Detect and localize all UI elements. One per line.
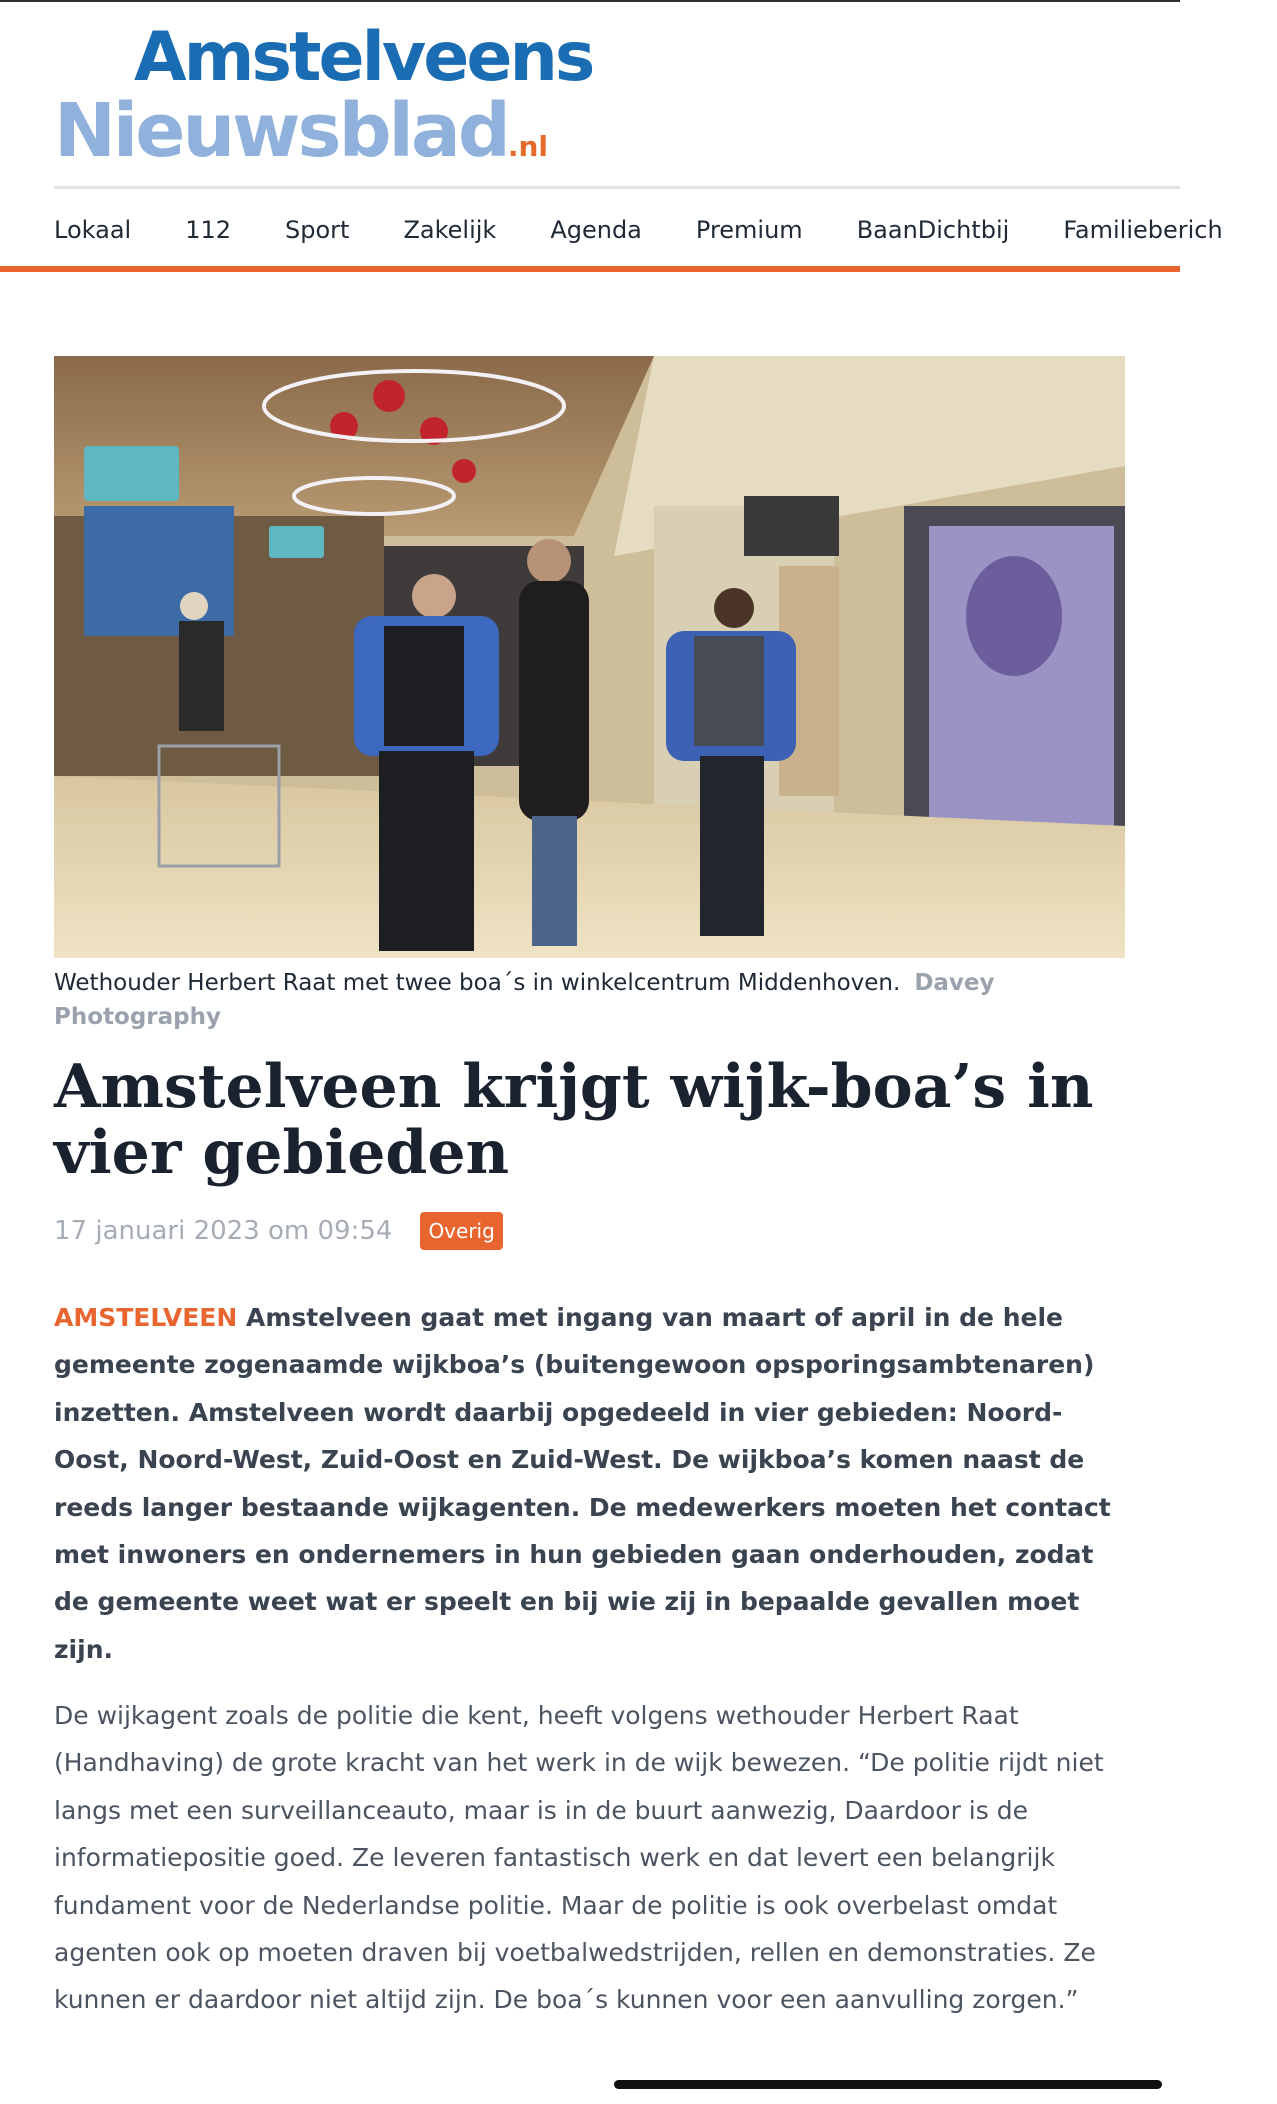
lead-text: Amstelveen gaat met ingang van maart of april in de hele gemeente zogenaamde wijkboa’s (buitengewoon opsporingsambtenaren) inzetten. Amstelveen wordt daarbij opgedeeld in vier gebieden: Noord-Oost, Noord-West, Zuid-Oost en Zuid-West. De wijkboa’s komen naast de reeds langer bestaande wijkagenten. De medewerkers moeten het contact met inwoners en ondernemers in hun gebieden gaan onderhouden, zodat de gemeente weet wat er speelt en bij wie zij in bepaalde gevallen moet zijn. — [54, 1303, 1111, 1664]
article-meta — [54, 1212, 503, 1250]
nav-item-lokaal[interactable]: Lokaal — [54, 216, 132, 244]
article-body: De wijkagent zoals de politie die kent, heeft volgens wethouder Herbert Raat (Handhaving) de grote kracht van het werk in de wijk bewezen. “De politie rijdt niet langs met een surveillanceauto, maar is in de buurt aanwezig, Daardoor is de informatiepositie goed. Ze leveren fantastisch werk en dat levert een belangrijk fundament voor de Nederlandse politie. Maar de politie is ook overbelast omdat agenten ook op moeten draven bij voetbalwedstrijden, rellen en demonstraties. Ze kunnen er daardoor niet altijd zijn. De boa´s kunnen voor een aanvulling zorgen.” — [54, 1701, 1104, 2015]
nav-item-sport[interactable]: Sport — [285, 216, 350, 244]
main-nav — [54, 210, 1277, 250]
category-badge[interactable]: Overig — [420, 1212, 502, 1250]
nav-item-familieberichten[interactable]: Familieberich — [1063, 216, 1223, 244]
logo-line2-text: Nieuwsblad — [54, 88, 508, 174]
nav-item-agenda[interactable]: Agenda — [550, 216, 642, 244]
image-caption — [54, 966, 1125, 1034]
nav-item-zakelijk[interactable]: Zakelijk — [403, 216, 497, 244]
nav-item-baandichtbij[interactable]: BaanDichtbij — [856, 216, 1010, 244]
hero-photo-icon — [54, 356, 1125, 958]
nav-item-premium[interactable]: Premium — [695, 216, 803, 244]
article-lead — [54, 1294, 1134, 1673]
hero-image[interactable] — [54, 356, 1125, 958]
photo-credit: Davey Photography — [54, 970, 995, 1030]
nav-divider — [54, 186, 1180, 189]
publish-date: 17 januari 2023 om 09:54 — [54, 1216, 393, 1246]
dateline: AMSTELVEEN — [54, 1303, 238, 1332]
logo-line1: Amstelveens — [134, 18, 593, 97]
nav-accent-bar — [0, 266, 1180, 272]
top-rule — [0, 0, 1180, 2]
home-indicator[interactable] — [614, 2080, 1162, 2089]
article-headline: Amstelveen krijgt wijk-boa’s in vier gebieden — [54, 1052, 1094, 1188]
nav-item-112[interactable]: 112 — [185, 216, 232, 244]
site-logo[interactable] — [54, 18, 593, 174]
logo-tld: .nl — [507, 130, 548, 163]
logo-line2 — [54, 88, 548, 174]
caption-text: Wethouder Herbert Raat met twee boa´s in winkelcentrum Middenhoven. — [54, 970, 901, 996]
